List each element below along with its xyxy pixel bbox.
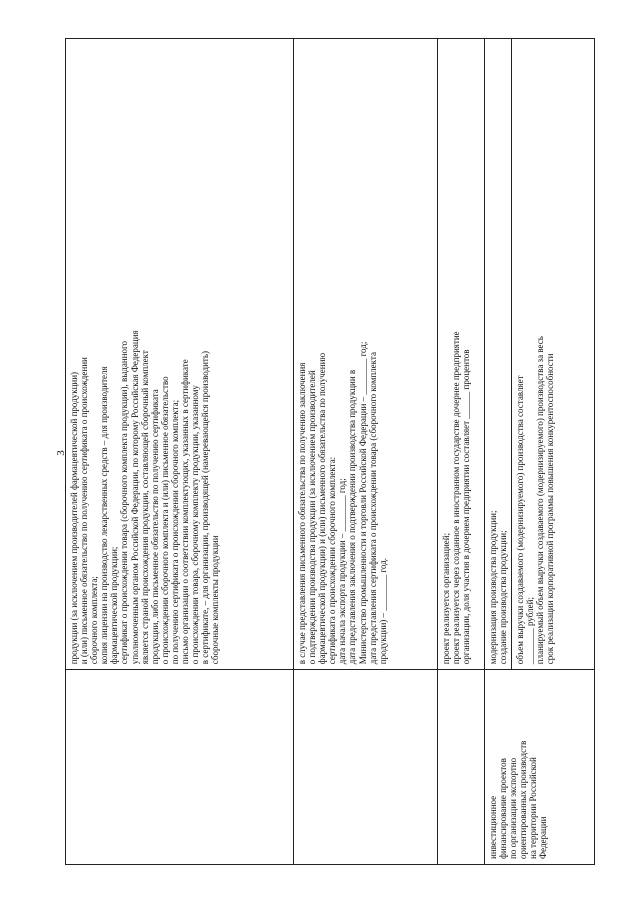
text-line: дата представления заключения о подтверждении производства продукции в <box>347 369 358 665</box>
text-line: фармацевтической продукции; <box>109 546 120 665</box>
category-cell <box>485 670 595 865</box>
text-line: Федерации <box>538 816 549 859</box>
text-line: дата представления сертификата о происхождении товара (сборочного комплекта <box>367 352 378 665</box>
text-line: о происхождении сборочного комплекта и (или) письменное обязательство <box>159 376 170 665</box>
text-line: модернизация производства продукции; <box>488 510 498 665</box>
text-line: продукции) – ________ год. <box>377 557 388 665</box>
page-number: 3 <box>55 450 67 456</box>
requirements-table <box>65 38 595 865</box>
text-line: уполномоченным органом Российской Федерации, по которому Российская Федерация <box>129 330 140 665</box>
text-line: и (или) письменное обязательство по получению сертификата о происхождении <box>79 357 90 665</box>
requirements-cell <box>438 39 485 670</box>
requirements-part-a <box>485 39 512 669</box>
text-line: в случае представления письменного обязательства по получению заключения <box>297 362 307 665</box>
text-line: фармацевтической продукции) и (или) письменного обязательства по получению <box>317 352 328 665</box>
table-row <box>66 39 294 865</box>
requirements-cell <box>66 39 294 670</box>
text-line: ориентированных производств <box>518 740 529 859</box>
text-line: о происхождении товара, сборочному комплекту продукции, указанному <box>190 385 201 665</box>
rotated-page <box>65 38 595 865</box>
text-line: ________ рублей; <box>525 597 536 665</box>
text-line: инвестиционное <box>488 795 498 859</box>
text-line: сборочные комплекты продукции <box>210 535 221 665</box>
text-line: по организации экспортно <box>508 757 519 859</box>
text-line: создание производства продукции; <box>498 530 509 665</box>
text-line: сертификат о происхождении товара (сборочного комплекта продукции), выданного <box>119 341 130 665</box>
text-line: на территории Российской <box>528 757 539 859</box>
text-line: срок реализации корпоративной программы повышения конкурентоспособности <box>545 353 556 665</box>
text-line: о подтверждении производства продукции (за исключением производителей <box>307 370 318 665</box>
text-line: объем выручки создаваемого (модернизируемого) производства составляет <box>515 375 526 665</box>
text-line: продукции (за исключением производителей фармацевтической продукции) <box>69 371 79 665</box>
text-line: письмо организации о соответствии комплектующих, указанных в сертификате <box>180 359 191 665</box>
text-line: проект реализуется организацией; <box>441 532 451 665</box>
text-line: продукции, либо письменное обязательство по получению сертификата <box>149 389 160 665</box>
text-line: сертификата о происхождении сборочного комплекта: <box>327 456 338 665</box>
requirements-cell <box>294 39 438 670</box>
requirements-part-b <box>512 39 558 669</box>
category-cell <box>438 670 485 865</box>
category-cell <box>294 670 438 865</box>
text-line: по получению сертификата о происхождении сборочного комплекта; <box>169 399 180 665</box>
table-row <box>438 39 485 865</box>
text-line: копия лицензии на производство лекарственных средств – для производителя <box>99 366 110 665</box>
text-line: сборочного комплекта; <box>89 576 100 665</box>
text-line: организации, доля участия в дочернем предприятии составляет ______ процентов <box>461 349 472 665</box>
requirements-cell <box>485 39 595 670</box>
table-row <box>485 39 595 865</box>
text-line: является страной происхождения продукции, составляющей сборочный комплект <box>139 350 150 665</box>
text-line: Министерство промышленности и торговли Российской Федерации – ________ год; <box>357 341 368 665</box>
text-line: финансирование проектов <box>498 758 509 859</box>
category-cell <box>66 670 294 865</box>
text-line: в сертификате, – для организации, производящей (намеревающейся производить) <box>200 351 211 665</box>
table-row <box>294 39 438 865</box>
text-line: проект реализуется через созданное в иностранном государстве дочернее предприятие <box>451 331 462 665</box>
text-line: дата начала экспорта продукции – ________ год; <box>337 478 348 665</box>
text-line: планируемый объем выручки создаваемого (модернизируемого) производства за весь <box>535 336 546 665</box>
